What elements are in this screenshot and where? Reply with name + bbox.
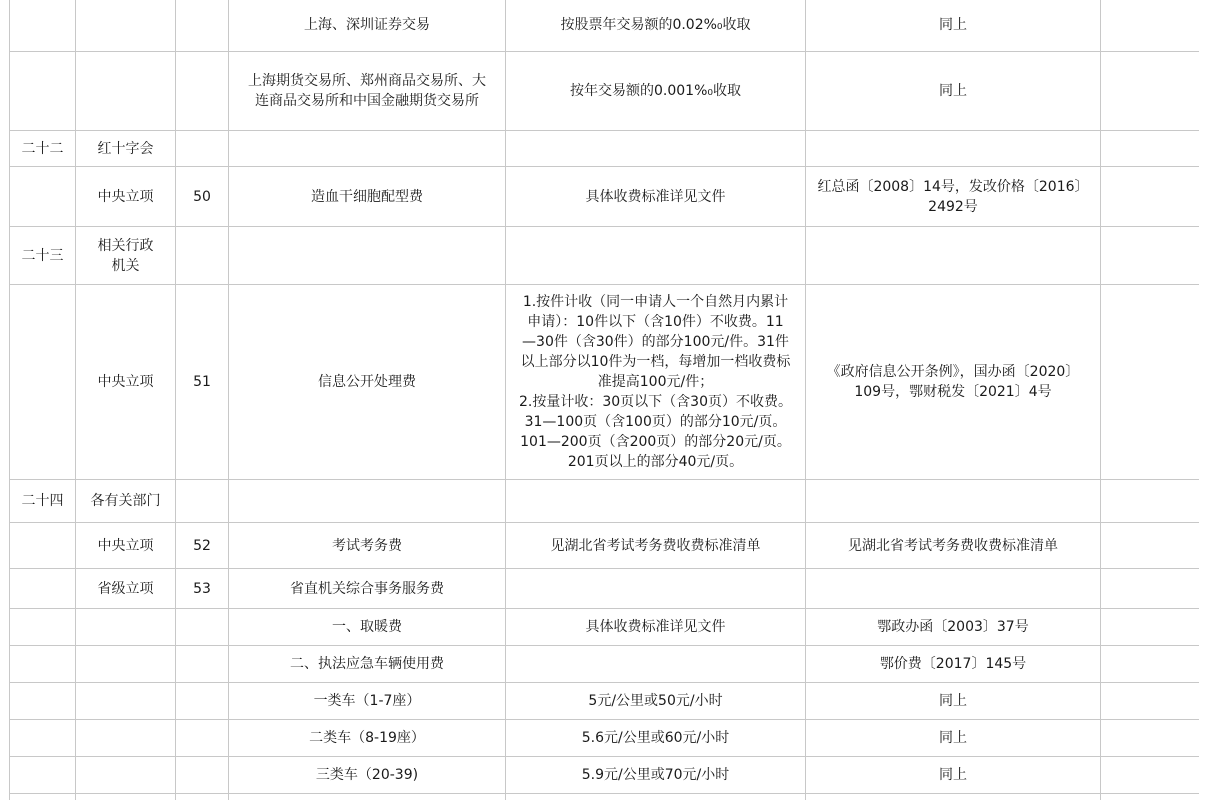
item-no-cell[interactable] [176, 480, 229, 523]
seq-cell[interactable] [10, 609, 76, 646]
department-cell[interactable]: 红十字会 [76, 131, 176, 167]
item-no-cell[interactable] [176, 683, 229, 720]
standard-cell[interactable]: 具体收费标准详见文件 [506, 167, 806, 227]
department-cell[interactable]: 中央立项 [76, 523, 176, 569]
seq-cell[interactable] [10, 569, 76, 609]
fee-name-cell[interactable]: 考试考务费 [229, 523, 506, 569]
extra-cell[interactable] [1101, 569, 1200, 609]
standard-cell[interactable]: 5.9元/公里或70元/小时 [506, 757, 806, 794]
extra-cell[interactable] [1101, 227, 1200, 285]
standard-cell[interactable] [506, 131, 806, 167]
basis-cell[interactable]: 同上 [806, 0, 1101, 52]
item-no-cell[interactable]: 53 [176, 569, 229, 609]
department-cell[interactable]: 各有关部门 [76, 480, 176, 523]
basis-cell[interactable]: 鄂价费〔2017〕145号 [806, 646, 1101, 683]
table-row [10, 794, 1200, 800]
department-cell[interactable] [76, 683, 176, 720]
department-cell[interactable] [76, 52, 176, 131]
department-cell[interactable]: 中央立项 [76, 285, 176, 480]
basis-cell[interactable]: 《政府信息公开条例》，国办函〔2020〕 109号，鄂财税发〔2021〕4号 [806, 285, 1101, 480]
item-no-cell[interactable] [176, 227, 229, 285]
seq-cell[interactable] [10, 683, 76, 720]
standard-cell[interactable]: 5.6元/公里或60元/小时 [506, 720, 806, 757]
extra-cell[interactable] [1101, 285, 1200, 480]
table-row [10, 480, 1200, 523]
standard-cell[interactable] [506, 646, 806, 683]
fee-table [9, 0, 1199, 800]
item-no-cell[interactable]: 52 [176, 523, 229, 569]
basis-cell[interactable] [806, 480, 1101, 523]
basis-cell[interactable]: 见湖北省考试考务费收费标准清单 [806, 523, 1101, 569]
basis-cell[interactable] [806, 794, 1101, 800]
table-row [10, 285, 1200, 480]
table-row [10, 569, 1200, 609]
standard-cell[interactable]: 按年交易额的0.001%₀收取 [506, 52, 806, 131]
department-cell[interactable] [76, 720, 176, 757]
department-cell[interactable] [76, 794, 176, 800]
fee-name-cell[interactable]: 省直机关综合事务服务费 [229, 569, 506, 609]
basis-cell[interactable] [806, 227, 1101, 285]
department-cell[interactable] [76, 0, 176, 52]
extra-cell[interactable] [1101, 480, 1200, 523]
standard-cell[interactable]: 5元/公里或50元/小时 [506, 683, 806, 720]
fee-name-cell[interactable] [229, 480, 506, 523]
fee-name-cell[interactable]: 造血干细胞配型费 [229, 167, 506, 227]
seq-cell[interactable] [10, 523, 76, 569]
item-no-cell[interactable] [176, 131, 229, 167]
seq-cell[interactable] [10, 646, 76, 683]
seq-cell[interactable]: 二十三 [10, 227, 76, 285]
extra-cell[interactable] [1101, 757, 1200, 794]
item-no-cell[interactable] [176, 794, 229, 800]
standard-cell[interactable] [506, 227, 806, 285]
basis-cell[interactable]: 同上 [806, 52, 1101, 131]
standard-cell[interactable] [506, 569, 806, 609]
standard-cell[interactable]: 按股票年交易额的0.02%₀收取 [506, 0, 806, 52]
item-no-cell[interactable] [176, 609, 229, 646]
seq-cell[interactable] [10, 167, 76, 227]
standard-cell[interactable]: 1.按件计收（同一申请人一个自然月内累计 申请）：10件以下（含10件）不收费。11 —30件（含30件）的部分100元/件。31件 以上部分以10件为一档，每增加一档收费标 准提高100元/件； 2.按量计收：30页以下（含30页）不收费。 31—100页（含100页）的部分10元/页。 101—200页（含200页）的部分20元/页。 201页以上的部分40元/页。 [506, 285, 806, 480]
item-no-cell[interactable]: 51 [176, 285, 229, 480]
table-row [10, 0, 1200, 52]
department-cell[interactable]: 相关行政 机关 [76, 227, 176, 285]
standard-cell[interactable] [506, 480, 806, 523]
extra-cell[interactable] [1101, 683, 1200, 720]
seq-cell[interactable] [10, 285, 76, 480]
seq-cell[interactable] [10, 757, 76, 794]
table-row [10, 683, 1200, 720]
standard-cell[interactable]: 具体收费标准详见文件 [506, 609, 806, 646]
fee-name-cell[interactable]: 上海期货交易所、郑州商品交易所、大 连商品交易所和中国金融期货交易所 [229, 52, 506, 131]
basis-cell[interactable] [806, 131, 1101, 167]
department-cell[interactable]: 省级立项 [76, 569, 176, 609]
item-no-cell[interactable] [176, 720, 229, 757]
fee-name-cell[interactable]: 一、取暖费 [229, 609, 506, 646]
department-cell[interactable] [76, 609, 176, 646]
fee-name-cell[interactable]: 一类车（1-7座） [229, 683, 506, 720]
basis-cell[interactable]: 红总函〔2008〕14号，发改价格〔2016〕 2492号 [806, 167, 1101, 227]
extra-cell[interactable] [1101, 609, 1200, 646]
seq-cell[interactable] [10, 52, 76, 131]
department-cell[interactable]: 中央立项 [76, 167, 176, 227]
fee-name-cell[interactable]: 二类车（8-19座） [229, 720, 506, 757]
seq-cell[interactable]: 二十四 [10, 480, 76, 523]
standard-cell[interactable]: 见湖北省考试考务费收费标准清单 [506, 523, 806, 569]
extra-cell[interactable] [1101, 167, 1200, 227]
table-row [10, 131, 1200, 167]
fee-name-cell[interactable]: 三类车（20-39) [229, 757, 506, 794]
spreadsheet-viewport [9, 0, 1199, 800]
seq-cell[interactable] [10, 720, 76, 757]
seq-cell[interactable]: 二十二 [10, 131, 76, 167]
extra-cell[interactable] [1101, 646, 1200, 683]
extra-cell[interactable] [1101, 523, 1200, 569]
fee-name-cell[interactable]: 二、执法应急车辆使用费 [229, 646, 506, 683]
table-row [10, 609, 1200, 646]
extra-cell[interactable] [1101, 794, 1200, 800]
basis-cell[interactable]: 同上 [806, 720, 1101, 757]
fee-table-body [10, 0, 1200, 800]
item-no-cell[interactable] [176, 757, 229, 794]
table-row [10, 646, 1200, 683]
extra-cell[interactable] [1101, 720, 1200, 757]
basis-cell[interactable]: 同上 [806, 683, 1101, 720]
fee-name-cell[interactable]: 信息公开处理费 [229, 285, 506, 480]
fee-name-cell[interactable] [229, 794, 506, 800]
seq-cell[interactable] [10, 794, 76, 800]
table-row [10, 227, 1200, 285]
table-row [10, 523, 1200, 569]
table-row [10, 167, 1200, 227]
extra-cell[interactable] [1101, 131, 1200, 167]
item-no-cell[interactable] [176, 0, 229, 52]
item-no-cell[interactable] [176, 646, 229, 683]
seq-cell[interactable] [10, 0, 76, 52]
table-row [10, 757, 1200, 794]
basis-cell[interactable] [806, 569, 1101, 609]
table-row [10, 720, 1200, 757]
item-no-cell[interactable]: 50 [176, 167, 229, 227]
basis-cell[interactable]: 同上 [806, 757, 1101, 794]
fee-name-cell[interactable]: 上海、深圳证券交易 [229, 0, 506, 52]
fee-name-cell[interactable] [229, 131, 506, 167]
standard-cell[interactable] [506, 794, 806, 800]
fee-name-cell[interactable] [229, 227, 506, 285]
table-row [10, 52, 1200, 131]
department-cell[interactable] [76, 757, 176, 794]
extra-cell[interactable] [1101, 52, 1200, 131]
extra-cell[interactable] [1101, 0, 1200, 52]
basis-cell[interactable]: 鄂政办函〔2003〕37号 [806, 609, 1101, 646]
item-no-cell[interactable] [176, 52, 229, 131]
department-cell[interactable] [76, 646, 176, 683]
